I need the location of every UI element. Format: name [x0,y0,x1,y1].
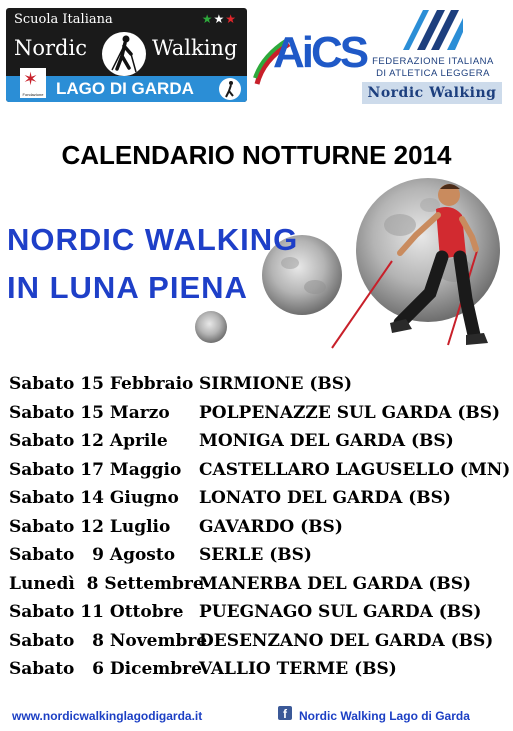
event-date: Sabato 9 Agosto [9,545,176,565]
logo-stars: ★★★ [201,12,237,26]
event-row [9,488,509,516]
event-row [9,374,509,402]
event-row [9,659,509,687]
event-row [9,403,509,431]
event-date: Sabato 15 Marzo [9,402,170,423]
event-place: POLPENAZZE SUL GARDA (BS) [199,402,501,423]
fondazione-badge-icon: ✶ Fondazione [20,68,46,98]
aics-logo [253,26,367,90]
event-place: MONIGA DEL GARDA (BS) [199,431,454,451]
fidal-line-1: FEDERAZIONE ITALIANA [372,56,494,67]
event-place: VALLIO TERME (BS) [199,659,397,679]
event-row [9,631,509,659]
fidal-nordic-walking: Nordic Walking [362,82,502,104]
event-place: SERLE (BS) [199,545,312,565]
event-date: Sabato 15 Febbraio [9,374,194,394]
logo-school-top-text: Scuola Italiana [14,12,113,27]
small-moon [195,311,227,343]
fidal-line-2: DI ATLETICA LEGGERA [376,68,490,79]
event-row [9,545,509,573]
aics-logo-text: AiCS [273,28,367,77]
event-row [9,602,509,630]
event-place: DESENZANO DEL GARDA (BS) [199,630,494,651]
event-date: Sabato 12 Aprile [9,431,168,451]
event-place: MANERBA DEL GARDA (BS) [199,573,472,594]
event-date: Sabato 17 Maggio [9,459,182,480]
headline-line-1: NORDIC WALKING [7,222,299,257]
event-place: GAVARDO (BS) [199,516,343,537]
event-date: Sabato 14 Giugno [9,488,179,508]
fidal-stripes-icon [403,10,463,50]
badge-text: Fondazione [22,92,44,97]
logo-school-right-text: Walking [152,36,238,60]
walker-figure-icon [100,30,148,78]
event-place: SIRMIONE (BS) [199,374,353,394]
walker-emblem-icon [219,78,241,100]
event-place: PUEGNAGO SUL GARDA (BS) [199,602,482,622]
event-row [9,574,509,602]
event-date: Lunedì 8 Settembre [9,573,204,594]
event-row [9,460,509,488]
page-title: CALENDARIO NOTTURNE 2014 [61,140,452,170]
event-date: Sabato 6 Dicembre [9,659,202,679]
event-row [9,517,509,545]
facebook-page-link[interactable]: Nordic Walking Lago di Garda [299,709,470,723]
event-place: CASTELLARO LAGUSELLO (MN) [199,459,511,480]
logo-lake-bar [6,69,247,102]
facebook-icon[interactable]: f [278,706,292,720]
event-date: Sabato 11 Ottobre [9,602,184,622]
event-date: Sabato 8 Novembre [9,630,208,651]
headline-line-2: IN LUNA PIENA [7,270,248,305]
event-row [9,431,509,459]
fidal-logo [360,10,506,106]
scuola-nordic-walking-logo [6,8,247,102]
event-place: LONATO DEL GARDA (BS) [199,488,451,508]
event-date: Sabato 12 Luglio [9,516,171,537]
website-link[interactable]: www.nordicwalkinglagodigarda.it [12,709,203,723]
logo-school-left-text: Nordic [14,36,87,60]
logo-lake-text: LAGO DI GARDA [56,79,194,98]
